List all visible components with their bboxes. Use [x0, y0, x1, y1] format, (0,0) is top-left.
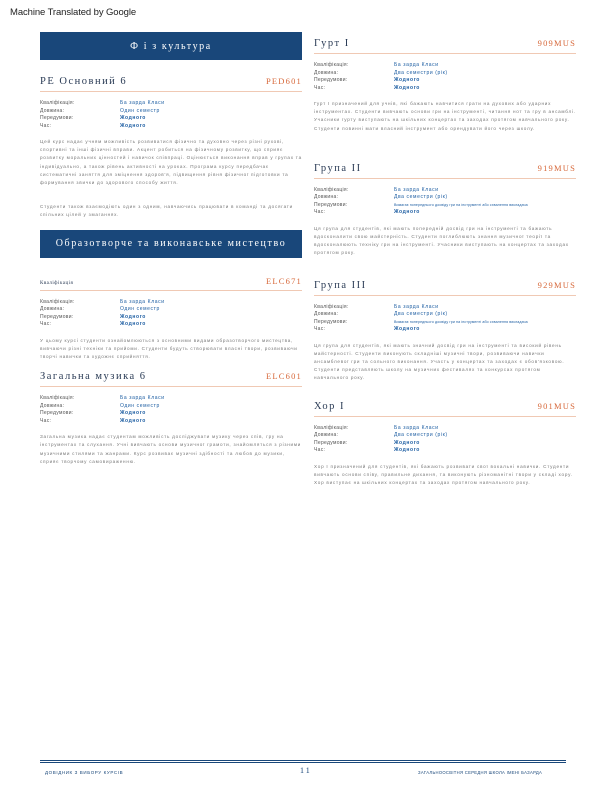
info-row [314, 432, 576, 440]
info-value: Жодного [394, 84, 420, 91]
info-key: Кваліфікація: [40, 395, 75, 402]
footer-divider [40, 760, 566, 761]
info-key: Передумови: [314, 201, 348, 208]
info-key: Довжина: [314, 194, 339, 201]
info-key: Час: [40, 122, 52, 129]
info-value: Ба зарда Класи [394, 424, 439, 431]
info-key: Передумови: [40, 410, 74, 417]
info-value: Один семестр [120, 107, 160, 114]
info-row [314, 70, 576, 78]
info-row [40, 410, 302, 418]
course-title: Хор I [314, 400, 346, 412]
course-info [40, 299, 302, 329]
info-value: Ба зарда Класи [120, 298, 165, 305]
info-value: Ба зарда Класи [120, 395, 165, 402]
course-description: Ця група для студентів, які мають значний досвід гри на інструменті та високий рівень майстерності. Студенти виконують складніші музичні твори, розвиваючи навички ансамблевої гри та сольного виконання. Участь у концертах та заходах є обов'язковою. [314, 342, 565, 365]
footer-left-text: ДОВІДНИК З ВИБОРУ КУРСІВ [45, 770, 124, 775]
info-row [314, 425, 576, 433]
course-description: Загальна музика надає студентам можливість досліджувати музику через спів, гру на інструментах та слухання. Учні вивчають основи музичної грамоти, знайомляться з різними музичними стилями та жанрами. Курс розвиває музичні здібності та любов до музики, сприяє творчому самовираженню. [40, 434, 302, 464]
course-info [314, 62, 576, 92]
info-value: Жодного [120, 122, 146, 129]
footer-right-text: ЗАГАЛЬНООСВІТНЯ СЕРЕДНЯ ШКОЛА ІМЕНІ БАЗАРДА [418, 770, 543, 775]
info-value: Жодного [394, 439, 420, 446]
info-row [314, 62, 576, 70]
info-key: Довжина: [314, 432, 339, 439]
course-header [40, 276, 302, 291]
info-row [314, 77, 576, 85]
info-key: Час: [314, 84, 326, 91]
info-row [40, 108, 302, 116]
info-row [314, 326, 576, 334]
info-value: Жодного [394, 447, 420, 454]
info-value: Жодного [394, 326, 420, 333]
machine-translated-label: Machine Translated by Google [10, 7, 137, 18]
info-row [40, 314, 302, 322]
info-key: Час: [314, 209, 326, 216]
course-header [314, 280, 576, 296]
info-row [40, 306, 302, 314]
course-pe6 [40, 76, 302, 220]
info-key: Кваліфікація: [314, 424, 349, 431]
info-row [314, 194, 576, 202]
course-description: Студенти представляють школу на музичних фестивалях та конкурсах протягом навчального року. [314, 367, 541, 381]
course-title: Група III [314, 279, 367, 291]
info-key: Передумови: [314, 439, 348, 446]
course-description: Хор I призначений для студентів, які бажають розвивати свої вокальні навички. Студенти вивчають основи співу, правильне дихання, та виконують різноманітні твори у складі хору. Хор виступає на шкільних концертах та заходах протягом навчального року. [314, 463, 573, 486]
info-key: Час: [40, 321, 52, 328]
info-value: Жодного [120, 410, 146, 417]
info-row [40, 321, 302, 329]
course-description: Гурт I призначений для учнів, які бажають навчитися грати на духових або ударних інструментах. Студенти вивчають основи гри на інструменті, читання нот та гру в ансамблі. Учасники гурту виступають на шкільних концертах та заходах протягом навчального року. Студенти повинні мати власний інструмент або орендувати його через школу. [314, 101, 576, 131]
info-value: Два семестри (рік) [394, 194, 448, 201]
info-row [40, 123, 302, 131]
course-header [314, 163, 576, 179]
left-column [40, 32, 302, 466]
info-row [314, 447, 576, 455]
info-key: Довжина: [314, 311, 339, 318]
info-value: Один семестр [120, 402, 160, 409]
course-code: 919MUS [537, 162, 576, 173]
course-info [40, 100, 302, 130]
info-key: Передумови: [314, 77, 348, 83]
info-value: Жодного [120, 417, 146, 424]
page-number: 11 [300, 766, 312, 775]
course-description: У цьому курсі студенти ознайомлюються з основними видами образотворчого мистецтва, вивчаючи різні техніки та прийоми. Студенти будуть створювати власні твори, розвиваючи творчі навички та художнє сприйняття. [40, 337, 298, 360]
section-banner-arts: Образотворче та виконавське мистецтво [40, 230, 302, 258]
course-info [314, 304, 576, 334]
section-banner-physical-education: Ф і з культура [40, 32, 302, 60]
info-key: Час: [40, 417, 52, 424]
course-arts-qualification [40, 276, 302, 362]
info-row [40, 403, 302, 411]
info-value: Два семестри (рік) [394, 311, 448, 318]
info-key: Час: [314, 447, 326, 454]
info-row [314, 304, 576, 312]
course-header [314, 401, 576, 417]
footer-divider [40, 762, 566, 763]
course-info [314, 187, 576, 217]
course-header [40, 76, 302, 92]
course-code: 901MUS [537, 400, 576, 411]
info-row [314, 187, 576, 195]
info-key: Кваліфікація: [314, 62, 349, 68]
course-band-3 [314, 280, 576, 383]
course-band-1 [314, 38, 576, 133]
course-header [314, 38, 576, 54]
info-value: Ба зарда Класи [394, 62, 439, 68]
info-key: Довжина: [40, 306, 65, 313]
info-row [40, 418, 302, 426]
info-row [40, 115, 302, 123]
info-value: Жодного [120, 321, 146, 328]
info-key: Кваліфікація: [40, 100, 75, 106]
course-description: Цей курс надає учням можливість розвиватися фізично та духовно через різні рухові, спортивні та інші фізичні вправи. Акцент робиться на фізичному розвитку, що сприяє розвитку моральних цінностей і навичок співпраці. Оцінюється виконання вправ у групах та індивідуально, а також рівень активності на уроках. Програма курсу передбачає систематичні заняття для зміцнення здоров'я, підвищення рівня фізичної підготовки та формування звички до здорового способу життя. [40, 139, 302, 186]
info-key: Кваліфікація: [314, 186, 349, 193]
course-info [314, 425, 576, 455]
course-code: PED601 [265, 76, 302, 86]
course-general-music [40, 371, 302, 466]
course-code: 909MUS [537, 38, 576, 48]
course-subheading: Кваліфікація [40, 280, 74, 286]
info-value: Жодного [120, 115, 146, 121]
info-row [314, 319, 576, 327]
info-value: Один семестр [120, 306, 160, 313]
right-column [314, 32, 576, 487]
info-row [314, 202, 576, 210]
info-key: Час: [314, 326, 326, 333]
info-key: Передумови: [40, 115, 74, 121]
course-title: Група II [314, 162, 362, 174]
info-value: Жодного [120, 313, 146, 320]
course-code: ELC671 [265, 275, 302, 286]
info-key: Довжина: [40, 402, 65, 409]
course-code: ELC601 [265, 371, 302, 382]
info-value: Ба зарда Класи [394, 186, 439, 193]
course-title: PE Основний 6 [40, 76, 128, 87]
info-row [40, 299, 302, 307]
course-band-2 [314, 163, 576, 258]
info-value: Два семестри (рік) [394, 432, 448, 439]
course-title: Загальна музика 6 [40, 371, 147, 383]
info-key: Довжина: [314, 69, 339, 76]
info-value: Жодного [394, 77, 420, 83]
course-description: Ця група для студентів, які мають попередній досвід гри на інструменті та бажають вдосконалити свою майстерність. Студенти поглиблюють знання музичної теорії та вдосконалюють техніку гри на інструменті. Учасники виступають на концертах та заходах протягом року. [314, 225, 569, 256]
info-key: Довжина: [40, 107, 65, 114]
info-key: Кваліфікація: [40, 298, 75, 305]
info-row [40, 100, 302, 108]
info-row [314, 209, 576, 217]
info-key: Передумови: [314, 318, 348, 325]
info-value: Два семестри (рік) [394, 69, 448, 76]
course-choir-1 [314, 401, 576, 488]
info-key: Кваліфікація: [314, 303, 349, 310]
course-code: 929MUS [537, 279, 576, 290]
course-info [40, 395, 302, 425]
course-description: Студенти також взаємодіють один з одним, навчаючись працювати в команді та досягати спільних цілей у змаганнях. [40, 204, 293, 218]
course-header [40, 371, 302, 387]
course-title: Гурт I [314, 38, 350, 49]
info-value: Жодного [394, 209, 420, 216]
info-key: Передумови: [40, 313, 74, 320]
info-value: Вимагає попереднього досвіду гри на інструменті або схвалення викладача [394, 202, 528, 207]
info-row [314, 311, 576, 319]
info-row [40, 395, 302, 403]
info-row [314, 85, 576, 93]
info-value: Вимагає попереднього досвіду гри на інструменті або схвалення викладача [394, 319, 528, 324]
info-value: Ба зарда Класи [120, 100, 165, 106]
info-row [314, 440, 576, 448]
info-value: Ба зарда Класи [394, 303, 439, 310]
